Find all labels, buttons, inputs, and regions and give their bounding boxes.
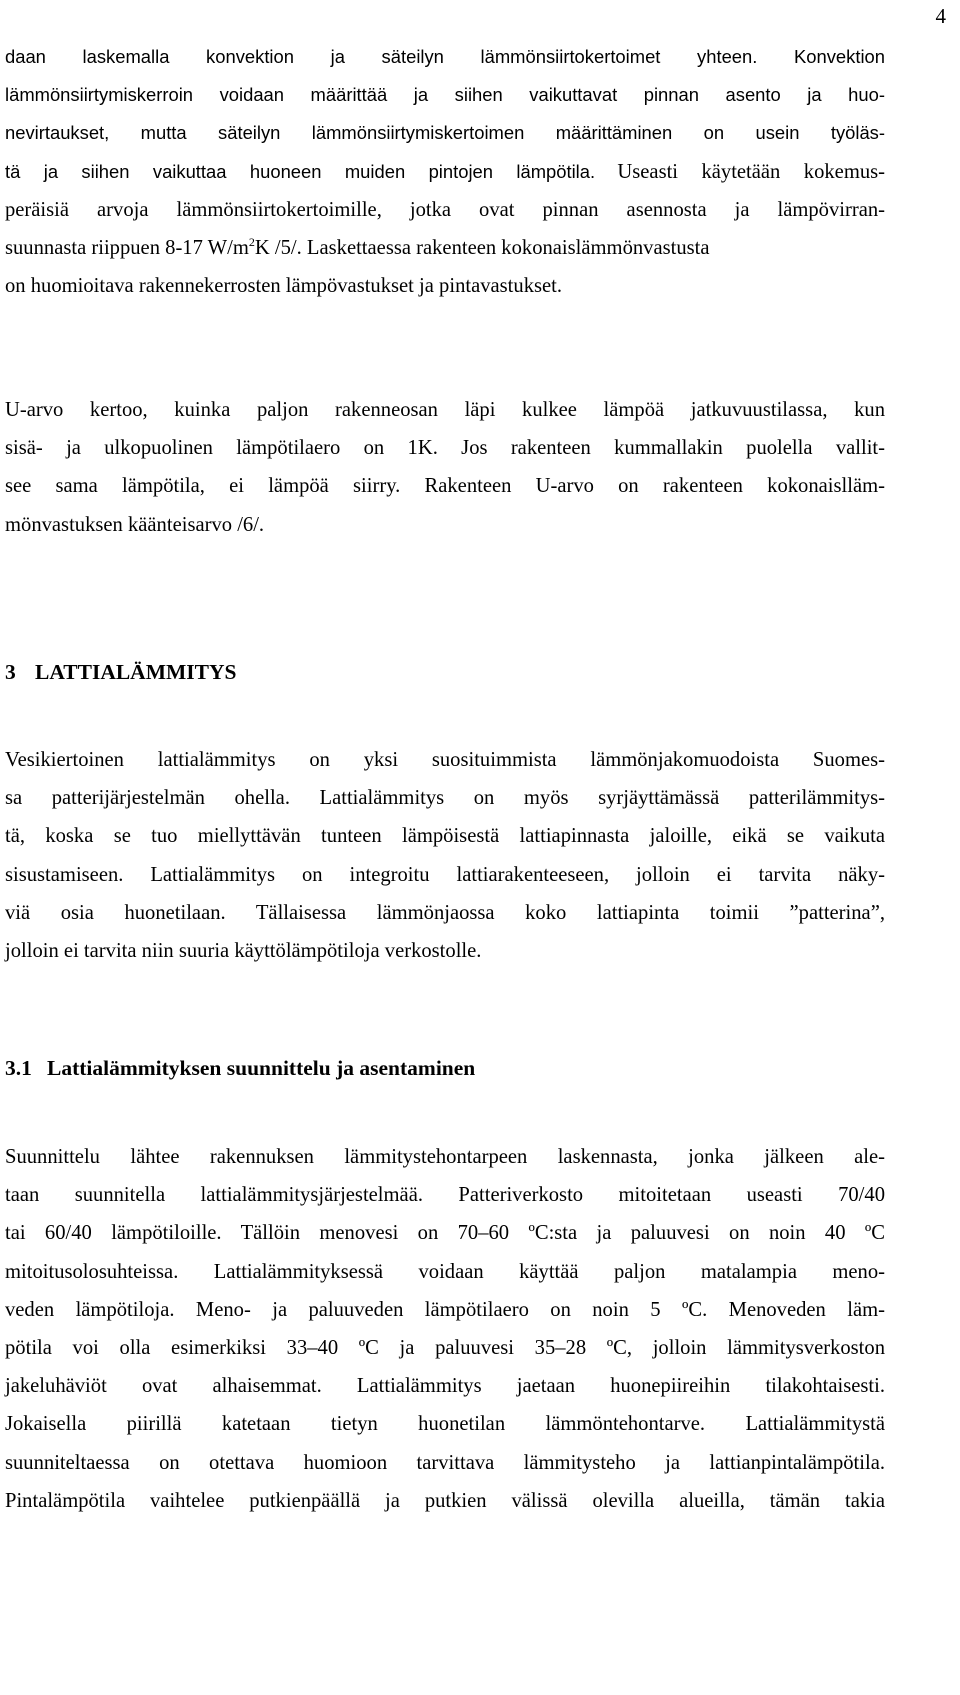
text-line: viä osia huonetilaan. Tällaisessa lämmönjaossa koko lattiapinta toimii ”patterina”,	[5, 901, 885, 924]
superscript: 2	[248, 234, 255, 249]
text-line: mitoitusolosuhteissa. Lattialämmityksessä voidaan käyttää paljon matalampia meno-	[5, 1260, 885, 1283]
text-line: Jokaisella piirillä katetaan tietyn huonetilan lämmöntehontarve. Lattialämmitystä	[5, 1413, 885, 1436]
text-fragment: suunnasta riippuen 8-17 W/m	[5, 236, 249, 259]
page-number: 4	[935, 4, 946, 28]
text-line: jolloin ei tarvita niin suuria käyttölämpötiloja verkostolle.	[5, 939, 482, 962]
text-line: sisä- ja ulkopuolinen lämpötilaero on 1K. Jos rakenteen kummallakin puolella vallit-	[5, 437, 885, 460]
text-line: tai 60/40 lämpötiloille. Tällöin menovesi on 70–60 ºC:sta ja paluuvesi on noin 40 ºC	[5, 1222, 885, 1245]
text-line: daan laskemalla konvektion ja säteilyn lämmönsiirtokertoimet yhteen. Konvektion	[5, 46, 885, 67]
text-line: sa patterijärjestelmän ohella. Lattialämmitys on myös syrjäyttämässä patterilämmitys-	[5, 787, 885, 810]
text-line-mixed	[5, 153, 885, 191]
text-line: on huomioitava rakennekerrosten lämpövastukset ja pintavastukset.	[5, 275, 563, 298]
text-line: lämmönsiirtymiskerroin voidaan määrittää ja siihen vaikuttavat pinnan asento ja huo-	[5, 84, 885, 106]
text-line: U-arvo kertoo, kuinka paljon rakenneosan läpi kulkee lämpöä jatkuvuustilassa, kun	[5, 399, 885, 421]
text-line-mixed	[5, 229, 885, 267]
text-fragment: tä ja siihen vaikuttaa huoneen muiden pintojen lämpötila.	[5, 160, 596, 182]
text-line: Pintalämpötila vaihtelee putkienpäällä ja putkien välissä olevilla alueilla, tämän takia	[5, 1489, 885, 1512]
text-line: tä, koska se tuo miellyttävän tunteen lämpöisestä lattiapinnasta jaloille, eikä se vaikuta	[5, 825, 885, 848]
text-line: see sama lämpötila, ei lämpöä siirry. Rakenteen U-arvo on rakenteen kokonaislläm-	[5, 475, 885, 498]
text-line: jakeluhäviöt ovat alhaisemmat. Lattialämmitys jaetaan huonepiireihin tilakohtaisesti.	[5, 1375, 885, 1398]
text-fragment: K /5/. Laskettaessa rakenteen kokonaislämmönvastusta	[254, 236, 710, 259]
paragraph-floor-heating	[5, 741, 885, 970]
text-line: suunniteltaessa on otettava huomioon tarvittava lämmitysteho ja lattianpintalämpötila.	[5, 1451, 885, 1474]
text-fragment: Useasti käytetään kokemus-	[617, 160, 886, 183]
text-line: peräisiä arvoja lämmönsiirtokertoimille, jotka ovat pinnan asennosta ja lämpövirran-	[5, 198, 885, 221]
text-line: Suunnittelu lähtee rakennuksen lämmitystehontarpeen laskennasta, jonka jälkeen ale-	[5, 1146, 885, 1168]
paragraph-u-value	[5, 391, 885, 544]
text-line: pötila voi olla esimerkiksi 33–40 ºC ja paluuvesi 35–28 ºC, jolloin lämmitysverkoston	[5, 1336, 885, 1359]
heading-number: 3	[5, 660, 16, 684]
text-line: Vesikiertoinen lattialämmitys on yksi suosituimmista lämmönjakomuodoista Suomes-	[5, 749, 885, 771]
text-line: nevirtaukset, mutta säteilyn lämmönsiirtymiskertoimen määrittäminen on usein työläs-	[5, 122, 885, 144]
paragraph-convection	[5, 38, 885, 305]
text-line: sisustamiseen. Lattialämmitys on integroitu lattiarakenteeseen, jolloin ei tarvita näky-	[5, 863, 885, 886]
paragraph-design	[5, 1138, 885, 1520]
subsection-heading	[5, 1056, 475, 1081]
heading-title: Lattialämmityksen suunnittelu ja asentaminen	[47, 1056, 476, 1080]
heading-title: LATTIALÄMMITYS	[35, 660, 237, 684]
text-line: taan suunnitella lattialämmitysjärjestelmää. Patteriverkosto mitoitetaan useasti 70/40	[5, 1184, 885, 1207]
heading-number: 3.1	[5, 1056, 32, 1080]
text-line: mönvastuksen käänteisarvo /6/.	[5, 513, 265, 536]
section-heading	[5, 660, 237, 685]
text-line: veden lämpötiloja. Meno- ja paluuveden lämpötilaero on noin 5 ºC. Menoveden läm-	[5, 1298, 885, 1321]
